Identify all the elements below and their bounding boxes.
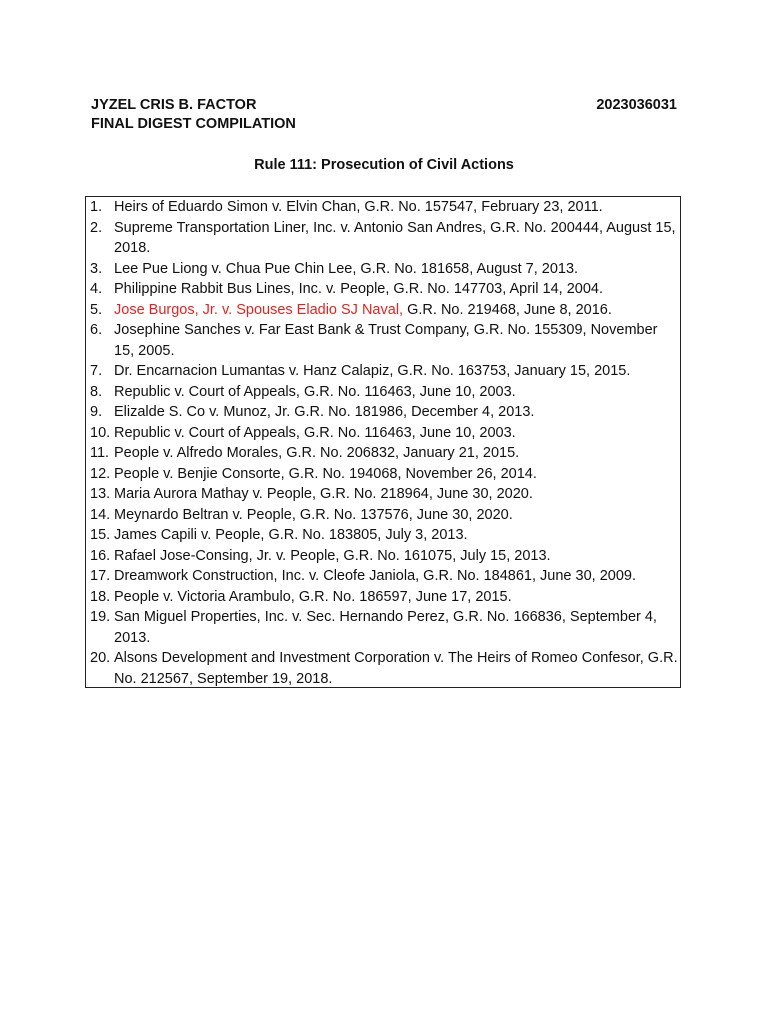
list-number: 2. xyxy=(90,219,103,236)
case-citation: James Capili v. People, G.R. No. 183805, July 3, 2013. xyxy=(114,527,468,543)
case-citation: Philippine Rabbit Bus Lines, Inc. v. People, G.R. No. 147703, April 14, 2004. xyxy=(114,281,603,297)
document-subtitle: FINAL DIGEST COMPILATION xyxy=(91,116,296,132)
list-number: 6. xyxy=(90,322,103,338)
list-item xyxy=(90,402,678,423)
list-number: 1. xyxy=(90,199,103,215)
list-item xyxy=(90,197,678,218)
case-citation: Republic v. Court of Appeals, G.R. No. 116463, June 10, 2003. xyxy=(114,383,516,400)
list-item xyxy=(90,361,678,382)
list-number: 7. xyxy=(90,363,103,379)
list-item xyxy=(90,279,678,300)
list-number: 15. xyxy=(90,527,111,543)
case-citation: Heirs of Eduardo Simon v. Elvin Chan, G.R. No. 157547, February 23, 2011. xyxy=(114,199,603,215)
list-number: 11. xyxy=(90,445,110,461)
list-item xyxy=(90,484,678,505)
case-citation: Dr. Encarnacion Lumantas v. Hanz Calapiz, G.R. No. 163753, January 15, 2015. xyxy=(114,363,631,379)
case-citation: Republic v. Court of Appeals, G.R. No. 116463, June 10, 2003. xyxy=(114,424,516,441)
case-citation: Elizalde S. Co v. Munoz, Jr. G.R. No. 181986, December 4, 2013. xyxy=(114,404,535,420)
list-item xyxy=(90,648,678,689)
case-citation: Meynardo Beltran v. People, G.R. No. 137576, June 30, 2020. xyxy=(114,506,513,523)
case-citation: People v. Benjie Consorte, G.R. No. 194068, November 26, 2014. xyxy=(114,465,537,482)
list-item xyxy=(90,218,678,259)
case-citation: San Miguel Properties, Inc. v. Sec. Hernando Perez, G.R. No. 166836, September 4, 2013. xyxy=(114,609,657,646)
case-citation: People v. Victoria Arambulo, G.R. No. 186597, June 17, 2015. xyxy=(114,588,512,605)
case-citation: Alsons Development and Investment Corporation v. The Heirs of Romeo Confesor, G.R. No. 212567, September 19, 2018. xyxy=(114,650,678,687)
list-number: 9. xyxy=(90,404,103,420)
author-name: JYZEL CRIS B. FACTOR xyxy=(91,97,257,113)
list-number: 19. xyxy=(90,609,111,625)
case-citation: Josephine Sanches v. Far East Bank & Trust Company, G.R. No. 155309, November 15, 2005. xyxy=(114,322,658,359)
list-item xyxy=(90,382,678,403)
list-item xyxy=(90,423,678,444)
list-item xyxy=(90,320,678,361)
list-number: 14. xyxy=(90,506,111,523)
list-item xyxy=(90,546,678,567)
case-citation: Dreamwork Construction, Inc. v. Cleofe Janiola, G.R. No. 184861, June 30, 2009. xyxy=(114,568,636,584)
case-citation: People v. Alfredo Morales, G.R. No. 206832, January 21, 2015. xyxy=(114,445,520,461)
list-number: 18. xyxy=(90,588,111,605)
list-item xyxy=(90,607,678,648)
case-citation: Supreme Transportation Liner, Inc. v. Antonio San Andres, G.R. No. 200444, August 15, 2018. xyxy=(114,219,676,256)
list-item xyxy=(90,505,678,526)
list-item xyxy=(90,464,678,485)
list-number: 4. xyxy=(90,281,103,297)
case-citation: Rafael Jose-Consing, Jr. v. People, G.R. No. 161075, July 15, 2013. xyxy=(114,547,551,564)
student-number: 2023036031 xyxy=(596,97,677,113)
list-number: 10. xyxy=(90,424,111,441)
list-number: 5. xyxy=(90,301,103,318)
page-title: Rule 111: Prosecution of Civil Actions xyxy=(254,157,514,173)
list-number: 20. xyxy=(90,650,111,666)
case-list-box xyxy=(85,196,681,688)
list-item xyxy=(90,587,678,608)
list-item xyxy=(90,525,678,546)
list-number: 17. xyxy=(90,568,111,584)
case-citation-rest: G.R. No. 219468, June 8, 2016. xyxy=(403,301,612,318)
list-item xyxy=(90,300,678,321)
list-number: 16. xyxy=(90,547,111,564)
list-number: 12. xyxy=(90,465,111,482)
case-citation xyxy=(114,300,678,321)
document-header xyxy=(91,96,296,134)
case-list xyxy=(90,197,678,689)
list-number: 13. xyxy=(90,486,111,502)
case-citation: Maria Aurora Mathay v. People, G.R. No. 218964, June 30, 2020. xyxy=(114,486,533,502)
list-number: 3. xyxy=(90,260,103,277)
case-citation: Lee Pue Liong v. Chua Pue Chin Lee, G.R. No. 181658, August 7, 2013. xyxy=(114,260,579,277)
highlighted-case-title: Jose Burgos, Jr. v. Spouses Eladio SJ Naval, xyxy=(114,301,404,318)
list-item xyxy=(90,443,678,464)
list-item xyxy=(90,259,678,280)
list-number: 8. xyxy=(90,383,103,400)
list-item xyxy=(90,566,678,587)
